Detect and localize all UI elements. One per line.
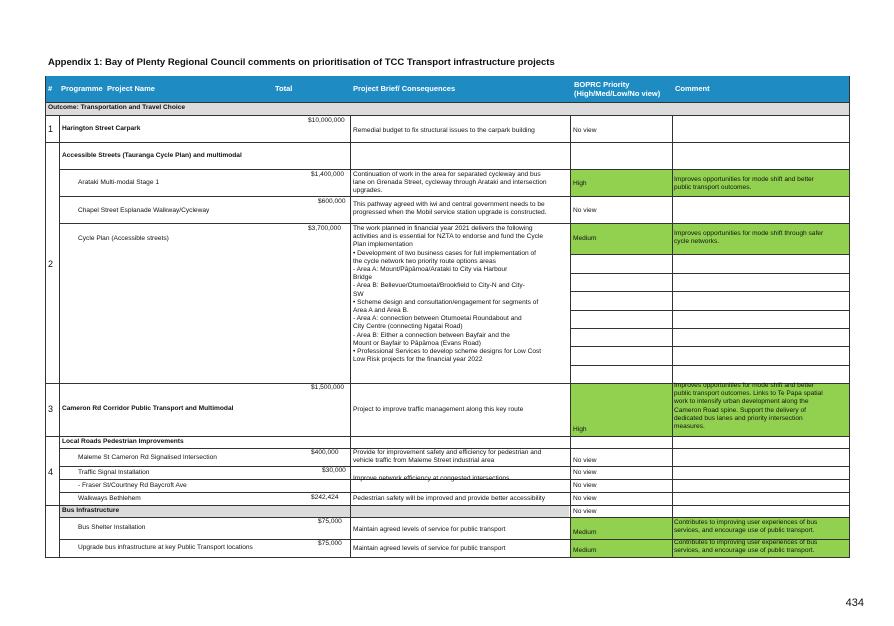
comment-line: dedicated bus lanes and priority intersection [674, 414, 803, 422]
project-name: Maleme St Cameron Rd Signalised Intersection [78, 454, 217, 461]
brief-line: • Development of two business cases for full implementation of [353, 249, 536, 257]
brief-line: - Area B: Bellevue/Otumoetai/Brookfield to City-N and City- [353, 282, 525, 290]
row-number: 3 [48, 404, 54, 414]
header-num: # [48, 84, 53, 93]
header-brief: Project Brief/ Consequences [353, 84, 456, 93]
project-total: $1,500,000 [311, 384, 345, 391]
group-heading: Accessible Streets (Tauranga Cycle Plan) and multimodal [62, 152, 242, 159]
grid-line [849, 76, 850, 557]
brief-line: • Scheme design and consultation/engagement for segments of [353, 298, 539, 306]
project-comment [674, 539, 817, 555]
comment-line: public transport outcomes. [674, 184, 752, 192]
project-comment [674, 382, 823, 435]
row-number: 4 [48, 467, 54, 477]
project-name: Walkways Bethlehem [78, 495, 141, 502]
grid-line [45, 76, 46, 557]
comment-line: Improves opportunities for mode shift through safer [674, 230, 824, 237]
project-comment [674, 176, 814, 192]
brief-line: the cycle network two priority route options areas [353, 257, 496, 265]
project-name: Traffic Signal Installation [78, 469, 150, 476]
row-number: 2 [48, 259, 54, 269]
project-name: Upgrade bus infrastructure at key Public Transport locations [78, 544, 253, 551]
grid-line [45, 505, 850, 506]
brief-line: Plan implementation [353, 241, 413, 249]
header-priority [574, 80, 660, 98]
priority-value: No view [573, 469, 597, 476]
brief-line: upgrades. [353, 187, 383, 195]
brief-line: This pathway agreed with iwi and central government needs to be [353, 201, 545, 208]
header-programme: Programme [61, 84, 103, 93]
comment-line: Contributes to improving user experiences of bus [674, 519, 818, 526]
grid-line [45, 436, 850, 437]
project-name: Bus Shelter Installation [78, 524, 146, 531]
row-number: 1 [48, 124, 54, 134]
project-total: $3,700,000 [308, 225, 342, 232]
brief-line: Bridge [353, 274, 373, 282]
header-total: Total [275, 84, 293, 93]
project-total: $242,424 [311, 494, 339, 501]
brief-line: City Centre (connecting Ngatai Road) [353, 323, 463, 331]
comment-line: work to intensify urban development along the [674, 398, 809, 406]
priority-value: No view [573, 508, 597, 515]
project-total: $30,000 [322, 467, 346, 474]
header-priority-line1: BOPRC Priority [574, 80, 630, 89]
comment-line: Cameron Road spine. Support the delivery of [674, 406, 806, 414]
brief-line: SW [353, 290, 364, 298]
project-comment [674, 230, 823, 246]
project-brief: Maintain agreed levels of service for public transport [353, 545, 506, 552]
grid-line [59, 223, 850, 224]
project-name: Chapel Street Esplanade Walkway/Cycleway [78, 207, 210, 214]
brief-line: Mount or Bayfair to Pāpāmoa (Evans Road) [353, 339, 481, 347]
grid-line [45, 102, 850, 103]
grid-line [570, 346, 850, 347]
priority-value: No view [573, 457, 597, 464]
priority-value: Medium [573, 529, 597, 536]
priority-value: No view [573, 207, 597, 214]
priority-value: No view [573, 495, 597, 502]
project-total: $75,000 [318, 540, 342, 547]
outcome-heading: Outcome: Transportation and Travel Choice [48, 104, 186, 111]
grid-line [59, 196, 850, 197]
table-header [45, 76, 849, 102]
brief-line: Continuation of work in the area for separated cycleway and bus [353, 171, 541, 178]
brief-line: lane on Grenada Street, cycleway through Arataki and intersection [353, 179, 547, 187]
group-heading: Local Roads Pedestrian Improvements [62, 438, 184, 445]
brief-line: The work planned in financial year 2021 delivers the following [353, 225, 533, 232]
grid-line [59, 517, 850, 518]
comment-line: Improves opportunities for mode shift and better [674, 382, 815, 389]
project-brief [353, 225, 543, 364]
grid-line [45, 115, 850, 116]
comment-line: cycle networks. [674, 238, 720, 246]
brief-line: activities and is essential for NZTA to endorse and fund the Cycle [353, 233, 544, 241]
grid-line [59, 115, 60, 557]
brief-line: - Area A: Mount/Pāpāmoa/Arataki to City via Harbour [353, 266, 508, 274]
project-brief: Improve network efficiency at congested intersections [353, 475, 510, 482]
header-comment: Comment [675, 84, 710, 93]
brief-line: Low Risk projects for the financial year 2022 [353, 356, 483, 364]
header-priority-line2: (High/Med/Low/No view) [574, 89, 661, 98]
brief-line: Area A and Area B. [353, 307, 409, 315]
grid-line [59, 492, 850, 493]
grid-line [350, 115, 351, 557]
project-brief [353, 171, 547, 196]
grid-line [45, 557, 850, 558]
project-name: Cycle Plan (Accessible streets) [78, 235, 169, 242]
bus-heading-band [59, 505, 569, 517]
priority-value: Medium [573, 235, 597, 242]
project-comment [674, 519, 817, 535]
comment-line: Improves opportunities for mode shift and better [674, 176, 815, 183]
project-total: $10,000,000 [308, 117, 345, 124]
grid-line [570, 115, 571, 557]
project-total: $75,000 [318, 518, 342, 525]
brief-line: - Area A: connection between Otumoetai Roundabout and [353, 315, 522, 323]
priority-value: No view [573, 127, 597, 134]
comment-line: services, and encourage use of public transport. [674, 547, 815, 555]
group-heading: Bus Infrastructure [62, 507, 120, 514]
grid-line [570, 273, 850, 274]
project-brief: Pedestrian safety will be improved and provide better accessibility [353, 495, 546, 502]
project-name: Arataki Multi-modal Stage 1 [78, 179, 159, 186]
comment-line: services, and encourage use of public transport. [674, 527, 815, 535]
grid-line [45, 142, 850, 143]
project-brief: Project to improve traffic management along this key route [353, 406, 524, 413]
page-number: 434 [845, 597, 864, 609]
project-name: Harington Street Carpark [62, 125, 141, 132]
priority-value: High [573, 180, 587, 187]
project-total: $1,400,000 [311, 171, 345, 178]
project-total: $400,000 [311, 449, 339, 456]
brief-line: Provide for improvement safety and efficiency for pedestrian and [353, 449, 542, 456]
project-name: Cameron Rd Corridor Public Transport and Multimodal [62, 405, 234, 412]
grid-line [59, 466, 850, 467]
grid-line [570, 310, 850, 311]
brief-line: progressed when the Mobil service station upgrade is constructed. [353, 209, 547, 217]
comment-line: Contributes to improving user experiences of bus [674, 539, 818, 546]
priority-value: Medium [573, 547, 597, 554]
comment-line: public transport outcomes. Links to Te Papa spatial [674, 390, 823, 398]
grid-line [570, 328, 850, 329]
brief-line: • Professional Services to develop scheme designs for Low Cost [353, 348, 542, 356]
brief-line: - Area B: Either a connection between Bayfair and the [353, 331, 510, 339]
grid-line [59, 169, 850, 170]
grid-line [570, 291, 850, 292]
project-total: $600,000 [318, 198, 346, 205]
brief-line: vehicle traffic from Maleme Street industrial area [353, 457, 495, 465]
priority-value: High [573, 426, 587, 433]
grid-line [570, 254, 850, 255]
header-project-name: Project Name [107, 84, 155, 93]
grid-line [672, 115, 673, 557]
comment-line: measures. [674, 423, 705, 431]
priority-value: No view [573, 482, 597, 489]
project-brief [353, 449, 541, 465]
project-brief: Remedial budget to fix structural issues to the carpark building [353, 127, 535, 134]
grid-line [570, 365, 850, 366]
project-brief [353, 201, 547, 217]
project-name: - Fraser St/Courtney Rd Baycroft Ave [78, 482, 187, 489]
project-brief: Maintain agreed levels of service for public transport [353, 526, 506, 533]
page-title: Appendix 1: Bay of Plenty Regional Council comments on prioritisation of TCC Transport infrastructure projects [48, 57, 555, 68]
